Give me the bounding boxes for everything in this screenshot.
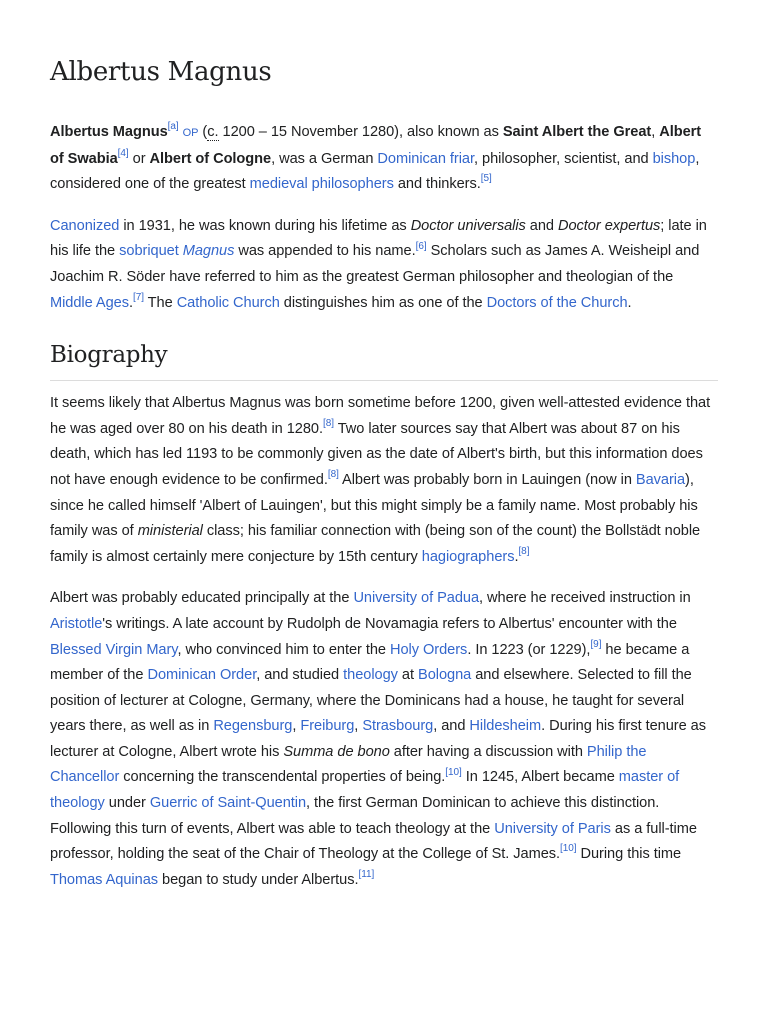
link-aristotle[interactable]: Aristotle	[50, 615, 103, 632]
text-run: , and	[433, 718, 470, 735]
footnote-ref[interactable]	[590, 639, 601, 650]
text-run: he became a member of the	[50, 641, 690, 684]
footnote-link[interactable]: [10]	[445, 766, 462, 778]
text-run: and thinkers.	[393, 176, 481, 193]
link-thomas-aquinas[interactable]: Thomas Aquinas	[50, 871, 159, 888]
link-dominican-order[interactable]: Dominican Order	[147, 667, 257, 684]
text-run: ,	[651, 124, 660, 140]
lead-paragraph-1	[50, 120, 718, 198]
link-holy-orders[interactable]: Holy Orders	[390, 641, 468, 658]
text-run: . During his first tenure as lecturer at Cologne, Albert wrote his	[50, 718, 706, 760]
footnote-link[interactable]: [7]	[132, 291, 144, 303]
text-run: It seems likely that Albertus Magnus was born sometime before 1200, given well-attested evidence that he was aged over 80 on his death in 1280.	[50, 395, 711, 437]
text-run: ,	[292, 718, 301, 735]
circa-abbr: c.	[207, 124, 219, 140]
italic-term: Doctor universalis	[410, 217, 526, 234]
link-catholic-church[interactable]: Catholic Church	[176, 294, 280, 311]
text-run: Albert was probably born in Lauingen (now in	[338, 471, 636, 488]
italic-term: Magnus	[182, 243, 235, 260]
footnote-ref[interactable]	[481, 173, 492, 184]
link-philip-the-chancellor[interactable]: Philip the Chancellor	[50, 743, 647, 786]
footnote-link[interactable]: [11]	[358, 868, 375, 880]
footnote-link[interactable]: [8]	[518, 545, 530, 557]
link-magnus[interactable]	[183, 243, 235, 259]
text-run: , the first German Dominican to achieve this distinction. Following this turn of events, Albert was able to teach theology at the	[50, 795, 660, 837]
biography-paragraph-2	[50, 586, 718, 893]
link-hagiographers[interactable]: hagiographers	[421, 548, 515, 565]
link-dominican-friar[interactable]: Dominican friar	[377, 150, 474, 167]
footnote-link[interactable]: [a]	[167, 121, 179, 133]
footnote-link[interactable]: [8]	[323, 417, 334, 429]
text-run: Albert was probably educated principally at the	[50, 590, 354, 607]
text-run: after having a discussion with	[389, 743, 587, 760]
footnote-ref[interactable]	[518, 546, 529, 557]
alias-name: Albert of Cologne	[149, 150, 272, 167]
text-run: or	[128, 150, 150, 167]
link-canonized[interactable]: Canonized	[50, 217, 120, 234]
link-freiburg[interactable]: Freiburg	[300, 718, 355, 735]
text-run: The	[143, 294, 177, 311]
lead-paragraph-2	[50, 214, 718, 316]
link-strasbourg[interactable]: Strasbourg	[362, 718, 434, 735]
footnote-ref[interactable]	[323, 418, 334, 429]
link-regensburg[interactable]: Regensburg	[213, 718, 293, 735]
page-title: Albertus Magnus	[50, 57, 272, 87]
footnote-link[interactable]: [8]	[327, 469, 339, 481]
text-run: Two later sources say that Albert was about 87 on his death, which has led 1193 to be commonly given as the date of Albert's birth, but this information does not have enough evidence to be confirmed.	[50, 420, 703, 488]
link-guerric-of-saint-quentin[interactable]: Guerric of Saint-Quentin	[149, 795, 307, 812]
link-sobriquet[interactable]: sobriquet	[119, 243, 179, 260]
text-run: class; his familiar connection with (being son of the count) the Bollstädt noble family is almost certainly mere conjecture by 15th century	[50, 523, 701, 565]
alias-name: Saint Albert the Great	[502, 124, 652, 140]
footnote-link[interactable]: [6]	[415, 240, 427, 252]
text-run: .	[627, 294, 632, 311]
biography-paragraph-1	[50, 391, 718, 570]
link-middle-ages[interactable]: Middle Ages	[50, 294, 129, 311]
link-bologna[interactable]: Bologna	[418, 667, 472, 684]
italic-term: Doctor expertus	[558, 217, 661, 234]
link-bavaria[interactable]: Bavaria	[635, 471, 686, 488]
text-run: and	[525, 217, 558, 234]
link-bishop[interactable]: bishop	[652, 150, 696, 167]
footnote-ref[interactable]	[560, 843, 576, 854]
text-run: , where he received instruction in	[479, 590, 691, 607]
text-run: In 1245, Albert became	[461, 769, 619, 786]
footnote-ref[interactable]	[445, 767, 461, 778]
text-run: , was a German	[271, 150, 378, 167]
text-run: During this time	[576, 846, 682, 863]
text-run: Scholars such as James A. Weisheipl and Joachim R. Söder have referred to him as the greatest German philosopher and theologian of the	[50, 243, 700, 285]
link-hildesheim[interactable]: Hildesheim	[469, 718, 542, 735]
alias-name: Albert of Swabia	[50, 124, 702, 167]
text-run: was appended to his name.	[234, 243, 416, 260]
subject-name: Albertus Magnus	[50, 124, 168, 140]
footnote-ref[interactable]	[358, 869, 374, 880]
text-run: , and studied	[256, 667, 344, 684]
text-run: as a full-time professor, holding the seat of the Chair of Theology at the College of St. James.	[50, 820, 697, 863]
footnote-ref[interactable]	[133, 292, 144, 303]
section-heading-biography: Biography	[50, 338, 718, 381]
link-university-of-padua[interactable]: University of Padua	[353, 590, 480, 607]
text-run: (	[198, 124, 208, 140]
text-run: under	[104, 795, 150, 812]
text-run: , philosopher, scientist, and	[474, 150, 653, 167]
link-doctors-of-the-church[interactable]: Doctors of the Church	[486, 294, 628, 311]
op-link[interactable]: OP	[182, 127, 199, 139]
text-run: ), since he called himself 'Albert of Lauingen', but this might simply be a family name. Most probably his family was of	[50, 471, 698, 540]
text-run: . In 1223 (or 1229),	[467, 641, 591, 658]
footnote-ref[interactable]	[416, 241, 427, 252]
footnote-ref[interactable]	[328, 469, 339, 480]
link-theology[interactable]: theology	[343, 667, 398, 684]
text-run: 1200 – 15 November 1280), also known as	[218, 124, 503, 140]
text-run: in 1931, he was known during his lifetime as	[119, 217, 411, 234]
text-run: ; late in his life the	[50, 217, 707, 260]
footnote-link[interactable]: [5]	[480, 173, 492, 185]
link-blessed-virgin-mary[interactable]: Blessed Virgin Mary	[50, 641, 178, 658]
italic-term: Summa de bono	[283, 743, 390, 760]
footnote-link[interactable]: [4]	[117, 147, 129, 159]
text-run: concerning the transcendental properties of being.	[119, 769, 446, 786]
link-master-of-theology[interactable]: master of theology	[50, 769, 680, 812]
text-run: began to study under Albertus.	[158, 871, 359, 888]
footnote-link[interactable]: [9]	[590, 638, 602, 650]
footnote-ref[interactable]	[118, 148, 129, 159]
text-run: distinguishes him as one of the	[279, 294, 487, 311]
text-run: ,	[354, 718, 363, 735]
text-run: and elsewhere. Selected to fill the position of lecturer at Cologne, Germany, where the Dominicans had a house, he taught for several years there, as well as in	[50, 667, 692, 735]
link-university-of-paris[interactable]: University of Paris	[494, 820, 611, 837]
text-run: .	[514, 548, 519, 565]
footnote-ref[interactable]	[168, 121, 179, 132]
link-medieval-philosophers[interactable]: medieval philosophers	[249, 176, 394, 193]
text-run: 's writings. A late account by Rudolph de Novamagia refers to Albertus' encounter with the	[102, 615, 677, 632]
text-run: at	[397, 667, 419, 684]
text-run: , considered one of the greatest	[50, 150, 700, 193]
text-run: .	[128, 294, 133, 311]
italic-term: ministerial	[137, 523, 203, 540]
text-run: , who convinced him to enter the	[177, 641, 390, 658]
footnote-link[interactable]: [10]	[560, 843, 577, 855]
